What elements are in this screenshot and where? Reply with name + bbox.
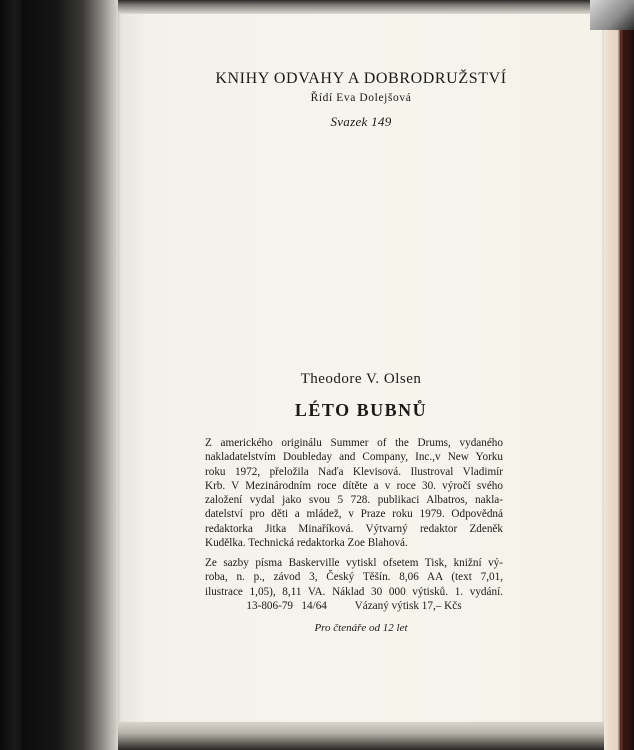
series-volume: Svazek 149 (330, 114, 392, 129)
production-line: roba, n. p., závod 3, Český Těšín. 8,06 AA (text 7,01, (205, 571, 503, 584)
book-gutter-shadow (22, 0, 120, 750)
page-top-edge (118, 0, 604, 14)
book-title: LÉTO BUBNŮ (294, 400, 428, 420)
production-line: ilustrace 1,05), 8,11 VA. Náklad 30 000 výtisků. 1. vydání. (205, 585, 503, 598)
plastic-wrap-corner (590, 0, 634, 30)
series-editor: Řídí Eva Dolejšová (310, 92, 412, 104)
book-cover-edge (0, 0, 22, 750)
production-line: 13-806-79 14/64 Vázaný výtisk 17,– Kčs (246, 599, 462, 612)
title-page (118, 0, 604, 722)
age-recommendation: Pro čtenáře od 12 let (314, 622, 408, 634)
credits-line: Kudělka. Technická redaktorka Zoe Blahová. (205, 537, 408, 550)
credits-line: založení vydal jako svou 5 728. publikaci Albatros, nakla- (205, 494, 503, 507)
credits-line: roku 1972, přeložila Naďa Klevisová. Ilustroval Vladimír (205, 465, 503, 478)
credits-line: redaktorka Jitka Minaříková. Výtvarný redaktor Zdeněk (205, 522, 503, 535)
series-title: KNIHY ODVAHY A DOBRODRUŽSTVÍ (215, 70, 507, 87)
book-author: Theodore V. Olsen (300, 371, 422, 387)
production-paragraph (205, 556, 503, 613)
page-bottom-edge (118, 722, 604, 750)
credits-paragraph (205, 436, 503, 550)
book-right-edge (604, 0, 634, 750)
credits-line: Krb. V Mezinárodním roce dítěte a v roce 30. výročí svého (205, 479, 503, 492)
credits-line: datelství pro děti a mládež, v Praze roku 1979. Odpovědná (205, 508, 503, 521)
credits-line: Z amerického originálu Summer of the Drums, vydaného (205, 437, 503, 449)
production-line: Ze sazby písma Baskerville vytiskl ofsetem Tisk, knižní vý- (205, 557, 503, 569)
credits-line: nakladatelstvím Doubleday and Company, Inc.,v New Yorku (205, 451, 503, 464)
